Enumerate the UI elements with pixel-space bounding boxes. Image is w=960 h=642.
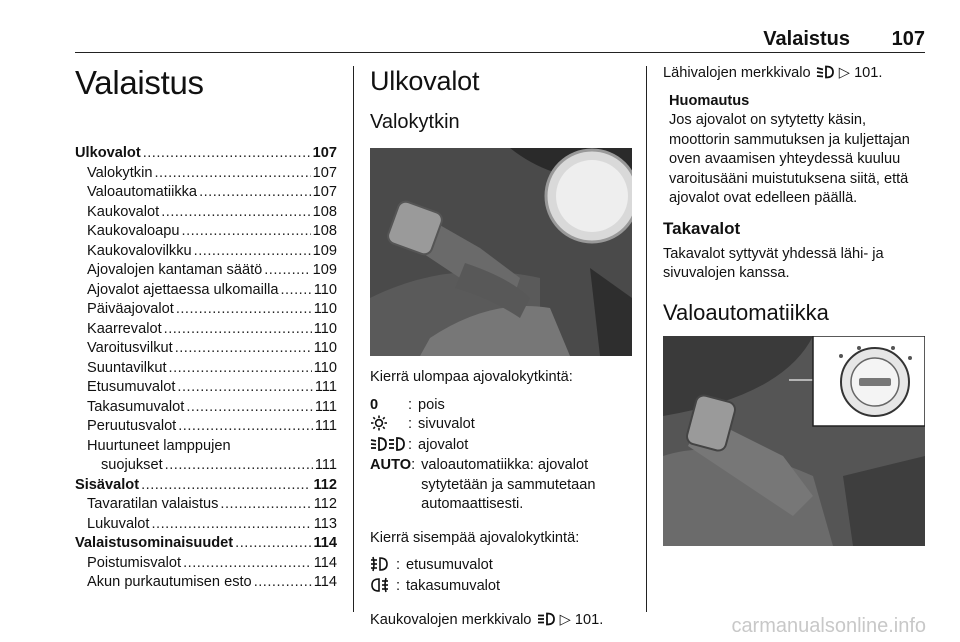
toc-page-number: 110 <box>313 359 337 376</box>
toc-entry-title: Ajovalot ajettaessa ulkomailla <box>87 281 279 298</box>
toc-page-number: 111 <box>314 418 337 434</box>
subsection-heading: Valokytkin <box>370 111 460 133</box>
toc-page-number: 110 <box>313 301 337 317</box>
sidelight-icon <box>370 415 408 436</box>
toc-leader <box>183 554 312 574</box>
rear-lights-body: Takavalot syttyvät yhdessä lähi- ja sivuvalojen kanssa. <box>663 245 884 281</box>
toc-entry[interactable] <box>75 164 337 184</box>
note-box <box>663 92 928 209</box>
toc-entry-title: Valokytkin <box>87 164 153 181</box>
toc-leader <box>154 164 310 184</box>
toc-entry[interactable] <box>75 144 337 164</box>
off-symbol: 0 <box>370 396 379 413</box>
toc-entry-title: Valaistusominaisuudet <box>75 535 234 551</box>
front-fog-icon <box>370 556 396 577</box>
list-item: 0 : pois <box>370 396 635 416</box>
high-beam-icon <box>536 612 556 626</box>
toc-entry-title: Akun purkautumisen esto <box>87 574 252 590</box>
toc-page-number: 111 <box>314 398 337 415</box>
toc-entry-title: Kaarrevalot <box>87 320 162 337</box>
chapter-title: Valaistus <box>75 64 204 101</box>
toc-entry-title: Poistumisvalot <box>87 554 182 571</box>
toc-entry-title: Tavaratilan valaistus <box>87 496 219 512</box>
low-beam-indicator-text: Lähivalojen merkkivalo ▷ 101. <box>663 65 883 81</box>
toc-entry-title: Varoitusvilkut <box>87 340 173 356</box>
inner-switch-intro: Kierrä sisempää ajovalokytkintä: <box>370 529 580 546</box>
toc-entry[interactable] <box>75 534 337 554</box>
toc-entry-title: Takasumuvalot <box>87 398 185 415</box>
high-beam-indicator-text: Kaukovalojen merkkivalo ▷ 101. <box>370 612 604 628</box>
auto-light-switch-photo <box>663 336 925 546</box>
column-divider-1 <box>353 66 354 612</box>
light-switch-photo <box>370 148 632 356</box>
toc-entry[interactable] <box>75 378 337 398</box>
toc-leader <box>143 144 311 164</box>
toc-leader <box>194 242 311 262</box>
toc-page-number: 112 <box>313 496 337 512</box>
toc-entry[interactable] <box>75 456 337 476</box>
toc-page-number: 112 <box>313 476 337 493</box>
toc-leader <box>220 495 311 515</box>
toc-entry-title: Valoautomatiikka <box>87 184 198 200</box>
toc-entry[interactable] <box>75 242 337 262</box>
note-body: Jos ajovalot on sytytetty käsin, moottorin sammutuksen ja kuljettajan oven avaamisen yhteydessä kuuluu varoitusääni muistutuksena siitä, että ajovalot ovat edelleen päällä. <box>669 112 910 206</box>
exterior-lights-column <box>370 60 635 631</box>
toc-leader <box>175 339 312 359</box>
toc-page-number: 110 <box>313 320 337 337</box>
page-number: 107 <box>891 28 925 50</box>
toc-leader <box>165 456 313 476</box>
toc-page-number: 114 <box>313 554 337 571</box>
page-ref-icon: ▷ <box>559 612 571 628</box>
toc-page-number: 114 <box>313 535 337 551</box>
toc-entry[interactable] <box>75 300 337 320</box>
toc-page-number: 111 <box>314 457 337 473</box>
rear-lights-heading: Takavalot <box>663 218 741 238</box>
toc-leader <box>182 222 311 242</box>
toc-column <box>75 60 337 593</box>
toc-leader <box>169 359 312 379</box>
toc-leader <box>235 534 311 554</box>
toc-entry-title: Kaukovalot <box>87 203 160 220</box>
toc-leader <box>186 398 312 418</box>
toc-entry-title: Kaukovalovilkku <box>87 242 192 259</box>
toc-page-number: 110 <box>313 281 337 298</box>
toc-entry-title: Etusumuvalot <box>87 379 176 395</box>
list-item: : takasumuvalot <box>370 577 635 598</box>
toc-entry[interactable] <box>75 554 337 574</box>
toc-leader <box>141 476 311 496</box>
watermark: carmanualsonline.info <box>731 615 926 637</box>
toc-entry-title: Kaukovaloapu <box>87 223 180 239</box>
toc-page-number: 108 <box>312 203 337 220</box>
toc-entry[interactable] <box>75 222 337 242</box>
toc-entry[interactable] <box>75 398 337 418</box>
list-item: AUTO : valoautomatiikka: ajovalot sytytetään ja sammutetaan automaattisesti. <box>370 456 635 515</box>
auto-lights-heading: Valoautomatiikka <box>663 299 829 325</box>
rear-fog-icon <box>370 577 396 598</box>
toc-entry[interactable] <box>75 203 337 223</box>
toc-page-number: 109 <box>312 242 337 259</box>
toc-entry[interactable] <box>75 417 337 437</box>
toc-leader <box>178 417 313 437</box>
toc-page-number: 107 <box>312 164 337 181</box>
toc-leader <box>164 320 312 340</box>
headlight-icon <box>370 436 408 457</box>
toc-leader <box>264 261 310 281</box>
toc-page-number: 107 <box>312 145 337 161</box>
toc-entry-title: Peruutusvalot <box>87 418 177 434</box>
toc-leader <box>151 515 311 535</box>
toc-entry[interactable] <box>75 261 337 281</box>
toc-leader <box>177 378 312 398</box>
toc-entry-title: Päiväajovalot <box>87 301 174 317</box>
table-of-contents <box>75 144 337 593</box>
toc-entry[interactable]: Huurtuneet lamppujen <box>87 437 231 454</box>
outer-switch-list <box>370 396 635 515</box>
running-head <box>75 22 925 52</box>
toc-page-number: 113 <box>313 515 337 532</box>
toc-leader <box>280 281 311 301</box>
running-head-title: Valaistus <box>763 28 850 50</box>
list-item: : etusumuvalot <box>370 556 635 577</box>
toc-page-number: 114 <box>313 574 337 590</box>
toc-page-number: 107 <box>312 184 337 200</box>
toc-entry-title: Sisävalot <box>75 476 140 493</box>
toc-entry[interactable] <box>75 573 337 593</box>
list-item: : ajovalot <box>370 436 635 457</box>
note-heading: Huomautus <box>669 92 750 109</box>
low-beam-icon <box>815 65 835 79</box>
column-divider-2 <box>646 66 647 612</box>
right-column <box>663 60 928 546</box>
toc-page-number: 111 <box>314 379 337 395</box>
list-item: : sivuvalot <box>370 415 635 436</box>
toc-leader <box>254 573 312 593</box>
toc-entry[interactable] <box>75 281 337 301</box>
toc-leader <box>199 183 311 203</box>
inner-switch-list <box>370 556 635 597</box>
toc-entry-title: Lukuvalot <box>87 515 150 532</box>
toc-entry[interactable] <box>75 476 337 496</box>
toc-page-number: 109 <box>312 262 337 278</box>
toc-entry[interactable] <box>75 339 337 359</box>
toc-entry[interactable] <box>75 183 337 203</box>
auto-symbol: AUTO <box>370 457 412 473</box>
page-ref-icon: ▷ <box>838 65 850 81</box>
toc-entry[interactable] <box>75 320 337 340</box>
toc-leader <box>176 300 312 320</box>
toc-entry[interactable] <box>75 359 337 379</box>
section-heading: Ulkovalot <box>370 66 480 96</box>
toc-entry-title: Ulkovalot <box>75 145 141 161</box>
toc-leader <box>161 203 310 223</box>
header-rule <box>75 52 925 53</box>
toc-entry-title: Ajovalojen kantaman säätö <box>87 262 263 278</box>
toc-entry[interactable] <box>75 495 337 515</box>
toc-page-number: 108 <box>312 223 337 239</box>
toc-entry-title: suojukset <box>101 457 163 473</box>
toc-entry[interactable] <box>75 515 337 535</box>
toc-entry-title: Suuntavilkut <box>87 359 167 376</box>
outer-switch-intro: Kierrä ulompaa ajovalokytkintä: <box>370 369 573 385</box>
toc-page-number: 110 <box>313 340 337 356</box>
